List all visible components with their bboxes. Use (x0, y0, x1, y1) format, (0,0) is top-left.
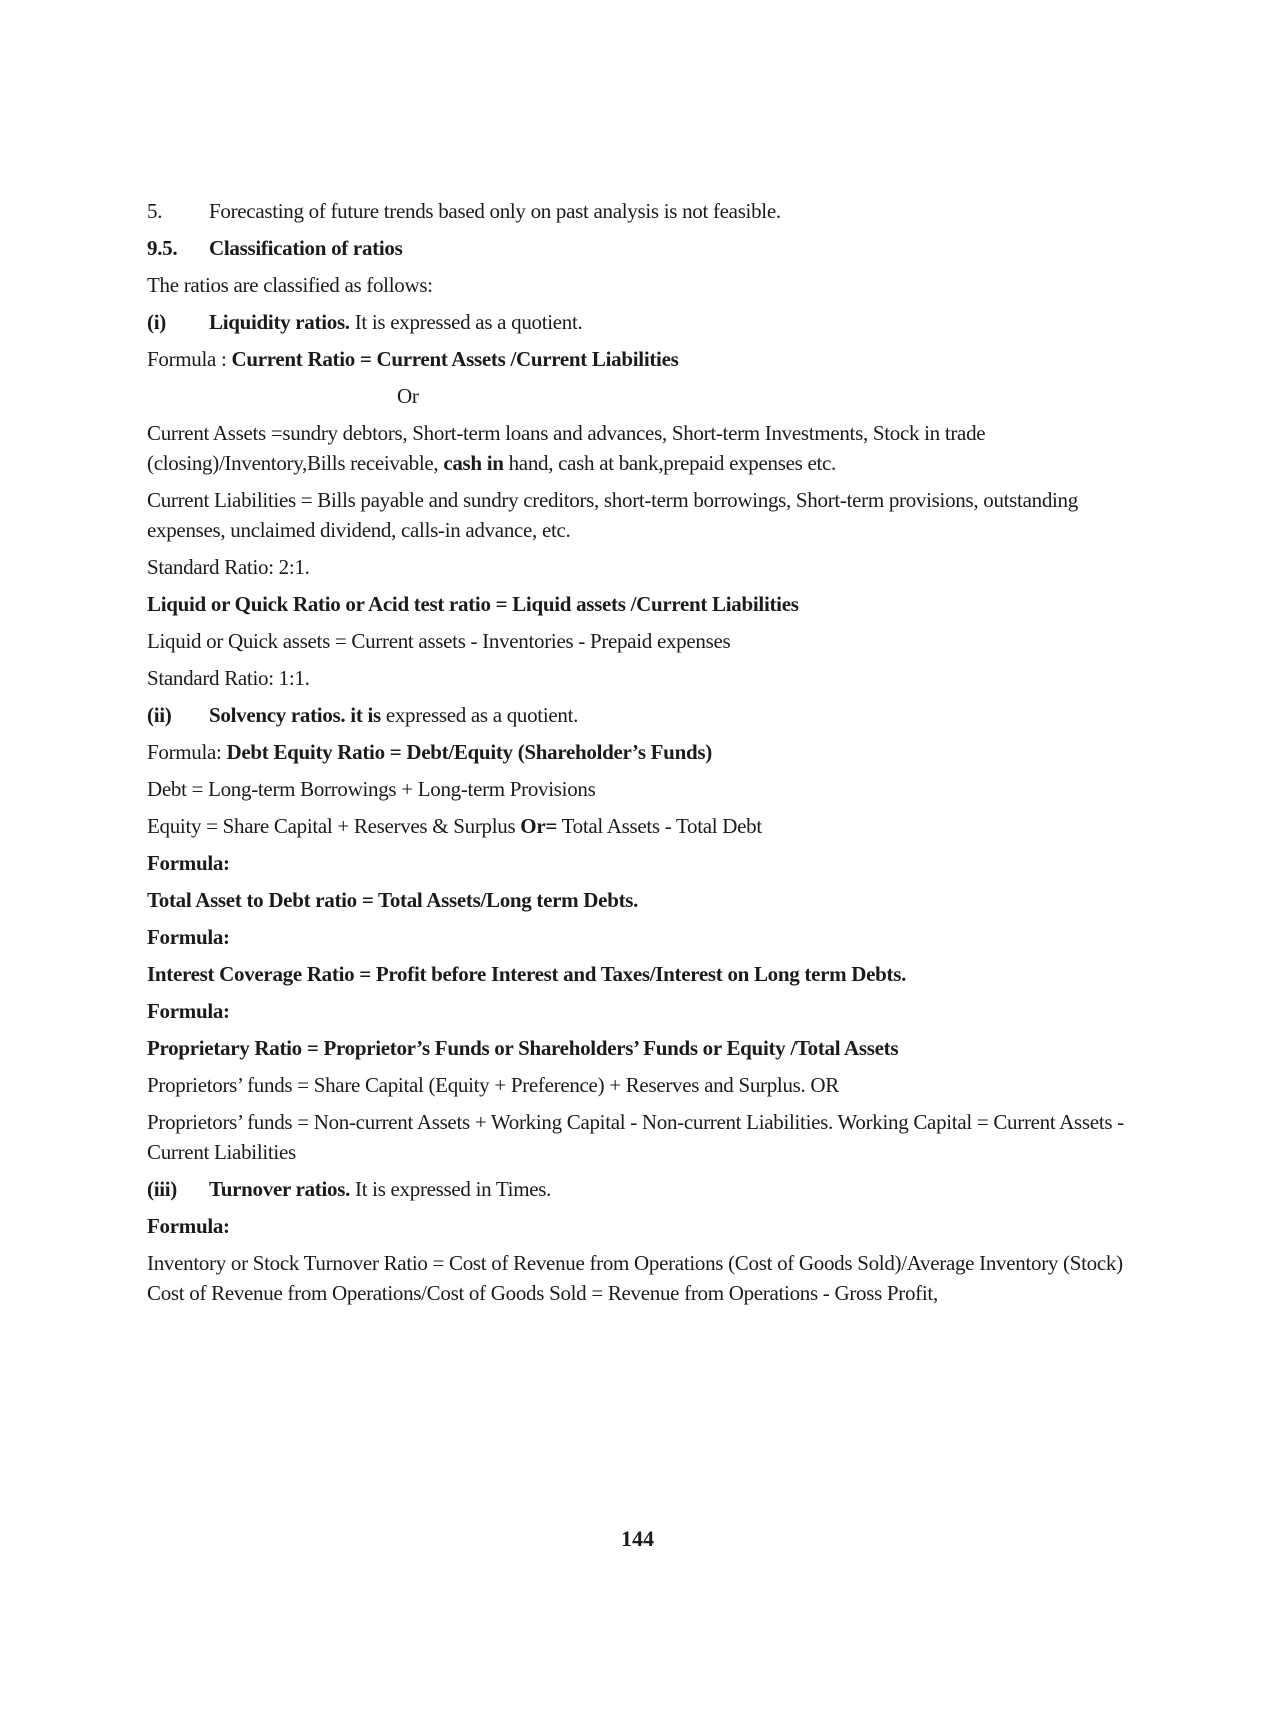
assets-text-post: hand, cash at bank,prepaid expenses etc. (503, 451, 836, 475)
list-item-solvency (147, 700, 1128, 730)
list-item-5 (147, 196, 1128, 226)
debt-definition: Debt = Long-term Borrowings + Long-term Provisions (147, 777, 596, 801)
list-marker: (iii) (147, 1177, 177, 1201)
section-heading-9-5 (147, 233, 1128, 263)
quick-ratio-formula: Liquid or Quick Ratio or Acid test ratio = Liquid assets /Current Liabilities (147, 592, 799, 616)
list-marker: (i) (147, 310, 166, 334)
equity-or-bold: Or= (520, 814, 558, 838)
proprietors-funds-2: Proprietors’ funds = Non-current Assets + Working Capital - Non-current Liabilities. Working Capital = Current Assets - Current Liabilities (147, 1110, 1124, 1164)
quick-assets-definition: Liquid or Quick assets = Current assets - Inventories - Prepaid expenses (147, 629, 731, 653)
section-number: 9.5. (147, 236, 178, 260)
liquidity-title: Liquidity ratios. (209, 310, 350, 334)
page-number: 144 (621, 1526, 654, 1551)
section-title: Classification of ratios (209, 236, 403, 260)
assets-text-pre: Current Assets =sundry debtors, Short-term loans and advances, Short-term Investments, Stock in trade (closing)/Inventory,Bills receivable, (147, 421, 986, 475)
proprietors-funds-1: Proprietors’ funds = Share Capital (Equity + Preference) + Reserves and Surplus. OR (147, 1073, 839, 1097)
solvency-title-rest: expressed as a quotient. (380, 703, 579, 727)
interest-coverage-formula: Interest Coverage Ratio = Profit before Interest and Taxes/Interest on Long term Debts. (147, 962, 907, 986)
turnover-title-rest: It is expressed in Times. (350, 1177, 552, 1201)
intro-paragraph: The ratios are classified as follows: (147, 273, 433, 297)
debt-equity-formula (147, 737, 1128, 767)
total-asset-debt-formula: Total Asset to Debt ratio = Total Assets/Long term Debts. (147, 888, 639, 912)
formula-text: Current Ratio = Current Assets /Current Liabilities (231, 347, 679, 371)
current-assets-definition (147, 418, 1128, 478)
page-content (147, 196, 1128, 1315)
formula-label: Formula : (147, 347, 232, 371)
list-item-text (209, 1174, 1128, 1204)
list-marker: 5. (147, 199, 163, 223)
standard-ratio-1-1: Standard Ratio: 1:1. (147, 666, 310, 690)
or-separator: Or (397, 384, 419, 408)
list-item-liquidity (147, 307, 1128, 337)
current-ratio-formula (147, 344, 1128, 374)
equity-text-pre: Equity = Share Capital + Reserves & Surplus (147, 814, 521, 838)
current-liabilities-definition: Current Liabilities = Bills payable and sundry creditors, short-term borrowings, Short-term provisions, outstanding expenses, unclaimed dividend, calls-in advance, etc. (147, 488, 1078, 542)
list-item-text (209, 307, 1128, 337)
equity-definition (147, 811, 1128, 841)
liquidity-title-rest: It is expressed as a quotient. (349, 310, 583, 334)
formula-label-2: Formula: (147, 851, 230, 875)
standard-ratio-2-1: Standard Ratio: 2:1. (147, 555, 310, 579)
turnover-title: Turnover ratios. (209, 1177, 351, 1201)
formula-text: Debt Equity Ratio = Debt/Equity (Shareholder’s Funds) (226, 740, 712, 764)
formula-label-4: Formula: (147, 999, 230, 1023)
proprietary-ratio-formula: Proprietary Ratio = Proprietor’s Funds or Shareholders’ Funds or Equity /Total Assets (147, 1036, 899, 1060)
formula-label-5: Formula: (147, 1214, 230, 1238)
list-item-text (209, 700, 1128, 730)
list-item-text: Forecasting of future trends based only on past analysis is not feasible. (209, 199, 781, 223)
formula-label-3: Formula: (147, 925, 230, 949)
equity-text-post: Total Assets - Total Debt (557, 814, 762, 838)
assets-text-bold: cash in (443, 451, 504, 475)
inventory-turnover-definition: Inventory or Stock Turnover Ratio = Cost of Revenue from Operations (Cost of Goods Sold)/Average Inventory (Stock) Cost of Revenue from Operations/Cost of Goods Sold = Revenue from Operations - Gross Profit, (147, 1251, 1123, 1305)
list-marker: (ii) (147, 703, 172, 727)
list-item-turnover (147, 1174, 1128, 1204)
solvency-title: Solvency ratios. it is (209, 703, 381, 727)
formula-label: Formula: (147, 740, 227, 764)
